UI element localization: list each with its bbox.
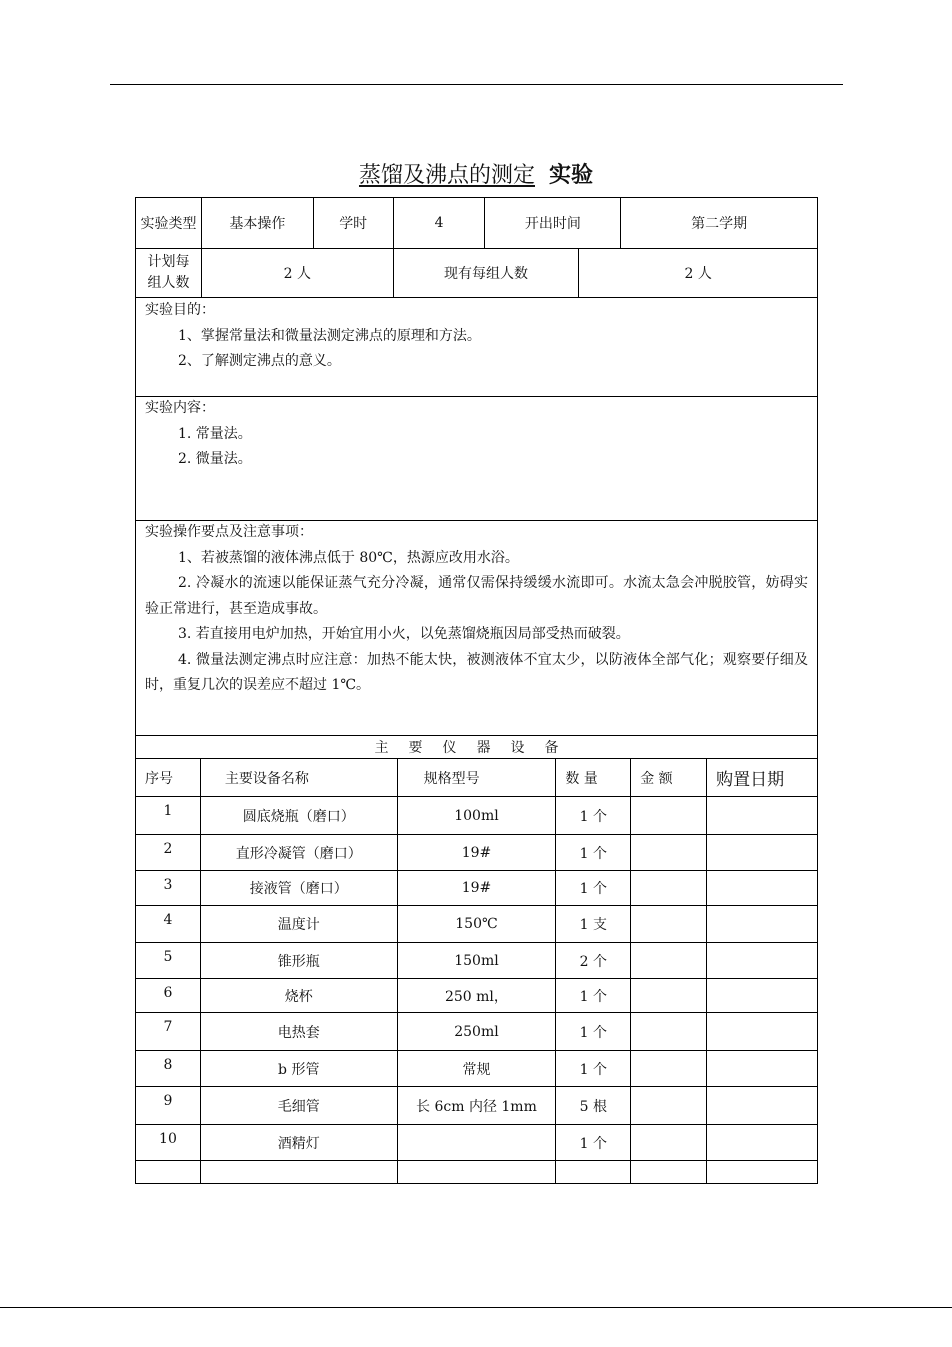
col-header-index: 序号 bbox=[136, 759, 201, 797]
current-label: 现有每组人数 bbox=[393, 249, 579, 298]
row-name bbox=[200, 1161, 397, 1184]
info-table bbox=[135, 197, 818, 298]
note-item: 1、若被蒸馏的液体沸点低于 80℃，热源应改用水浴。 bbox=[178, 549, 519, 566]
row-index: 5 bbox=[136, 943, 201, 979]
row-qty: 1 个 bbox=[556, 835, 631, 871]
row-date bbox=[707, 1051, 818, 1087]
row-index: 9 bbox=[136, 1087, 201, 1125]
table-row bbox=[136, 979, 818, 1013]
row-name: 直形冷凝管（磨口） bbox=[200, 835, 397, 871]
row-name: 电热套 bbox=[200, 1013, 397, 1051]
row-qty: 1 支 bbox=[556, 906, 631, 943]
col-header-date: 购置日期 bbox=[707, 759, 818, 797]
note-item: 3. 若直接用电炉加热，开始宜用小火，以免蒸馏烧瓶因局部受热而破裂。 bbox=[178, 626, 630, 642]
purpose-line: 2、了解测定沸点的意义。 bbox=[178, 353, 341, 369]
row-qty: 1 个 bbox=[556, 1051, 631, 1087]
equipment-banner: 主要仪器设备 bbox=[136, 736, 818, 759]
table-row bbox=[136, 835, 818, 871]
row-amount bbox=[631, 943, 707, 979]
row-date bbox=[707, 1161, 818, 1184]
table-row bbox=[136, 1051, 818, 1087]
row-name: 圆底烧瓶（磨口） bbox=[200, 797, 397, 835]
content-line: 2. 微量法。 bbox=[178, 451, 252, 467]
plan-value: 2 人 bbox=[201, 249, 393, 298]
row-amount bbox=[631, 1013, 707, 1051]
row-index: 8 bbox=[136, 1051, 201, 1087]
row-index: 10 bbox=[136, 1125, 201, 1161]
equipment-rows bbox=[136, 797, 818, 1184]
row-spec: 150ml bbox=[397, 943, 556, 979]
row-name: 锥形瓶 bbox=[200, 943, 397, 979]
row-date bbox=[707, 835, 818, 871]
table-row bbox=[136, 797, 818, 835]
row-amount bbox=[631, 1161, 707, 1184]
current-value: 2 人 bbox=[579, 249, 818, 298]
row-qty: 2 个 bbox=[556, 943, 631, 979]
row-name: b 形管 bbox=[200, 1051, 397, 1087]
row-index: 2 bbox=[136, 835, 201, 871]
row-amount bbox=[631, 906, 707, 943]
purpose-section bbox=[135, 298, 818, 397]
row-index: 4 bbox=[136, 906, 201, 943]
row-index: 6 bbox=[136, 979, 201, 1013]
row-amount bbox=[631, 1125, 707, 1161]
row-date bbox=[707, 979, 818, 1013]
row-date bbox=[707, 871, 818, 906]
table-row bbox=[136, 1087, 818, 1125]
row-spec bbox=[397, 1161, 556, 1184]
content-heading: 实验内容： bbox=[145, 400, 215, 416]
row-name: 酒精灯 bbox=[200, 1125, 397, 1161]
row-qty: 1 个 bbox=[556, 1125, 631, 1161]
table-row bbox=[136, 871, 818, 906]
table-row bbox=[136, 943, 818, 979]
row-date bbox=[707, 1013, 818, 1051]
notes-heading: 实验操作要点及注意事项： bbox=[145, 524, 313, 540]
row-spec: 长 6cm 内径 1mm bbox=[397, 1087, 556, 1125]
purpose-heading: 实验目的： bbox=[145, 302, 215, 318]
table-row bbox=[136, 1161, 818, 1184]
row-amount bbox=[631, 1051, 707, 1087]
experiment-name: 蒸馏及沸点的测定 bbox=[358, 163, 535, 188]
row-qty: 1 个 bbox=[556, 797, 631, 835]
row-date bbox=[707, 1087, 818, 1125]
row-name: 接液管（磨口） bbox=[200, 871, 397, 906]
row-spec: 19# bbox=[397, 871, 556, 906]
col-header-name: 主要设备名称 bbox=[200, 759, 397, 797]
header-rule bbox=[110, 84, 843, 85]
table-row bbox=[136, 1013, 818, 1051]
time-label: 开出时间 bbox=[485, 198, 621, 249]
row-qty bbox=[556, 1161, 631, 1184]
col-header-spec: 规格型号 bbox=[397, 759, 556, 797]
footer-rule bbox=[0, 1307, 952, 1308]
row-amount bbox=[631, 797, 707, 835]
row-name: 烧杯 bbox=[200, 979, 397, 1013]
plan-label: 计划每组人数 bbox=[136, 249, 202, 298]
row-index: 3 bbox=[136, 871, 201, 906]
row-spec: 150℃ bbox=[397, 906, 556, 943]
row-amount bbox=[631, 1087, 707, 1125]
notes-section bbox=[135, 520, 818, 736]
row-date bbox=[707, 943, 818, 979]
row-spec: 100ml bbox=[397, 797, 556, 835]
row-date bbox=[707, 906, 818, 943]
row-index: 7 bbox=[136, 1013, 201, 1051]
equipment-table bbox=[135, 735, 818, 1184]
hours-label: 学时 bbox=[313, 198, 393, 249]
row-amount bbox=[631, 871, 707, 906]
row-date bbox=[707, 797, 818, 835]
row-qty: 1 个 bbox=[556, 1013, 631, 1051]
row-qty: 5 根 bbox=[556, 1087, 631, 1125]
row-name: 温度计 bbox=[200, 906, 397, 943]
row-amount bbox=[631, 835, 707, 871]
row-index: 1 bbox=[136, 797, 201, 835]
row-spec: 19# bbox=[397, 835, 556, 871]
note-item: 2. 冷凝水的流速以能保证蒸气充分冷凝，通常仅需保持缓缓水流即可。水流太急会冲脱胶管，妨碍实验正常进行，甚至造成事故。 bbox=[145, 575, 808, 617]
row-qty: 1 个 bbox=[556, 979, 631, 1013]
table-row bbox=[136, 906, 818, 943]
note-item: 4. 微量法测定沸点时应注意：加热不能太快，被测液体不宜太少，以防液体全部气化；观察要仔细及时，重复几次的误差应不超过 1℃。 bbox=[145, 651, 808, 693]
document-title bbox=[0, 158, 952, 189]
row-spec: 常规 bbox=[397, 1051, 556, 1087]
row-index bbox=[136, 1161, 201, 1184]
table-row bbox=[136, 1125, 818, 1161]
row-date bbox=[707, 1125, 818, 1161]
content-line: 1. 常量法。 bbox=[178, 425, 252, 442]
col-header-amount: 金 额 bbox=[631, 759, 707, 797]
row-spec: 250ml bbox=[397, 1013, 556, 1051]
row-qty: 1 个 bbox=[556, 871, 631, 906]
row-spec bbox=[397, 1125, 556, 1161]
col-header-qty: 数 量 bbox=[556, 759, 631, 797]
content-section bbox=[135, 396, 818, 521]
hours-value: 4 bbox=[393, 198, 485, 249]
row-spec: 250 ml， bbox=[397, 979, 556, 1013]
title-suffix: 实验 bbox=[549, 163, 594, 188]
type-label: 实验类型 bbox=[136, 198, 202, 249]
row-name: 毛细管 bbox=[200, 1087, 397, 1125]
time-value: 第二学期 bbox=[621, 198, 818, 249]
row-amount bbox=[631, 979, 707, 1013]
type-value: 基本操作 bbox=[201, 198, 313, 249]
purpose-line: 1、掌握常量法和微量法测定沸点的原理和方法。 bbox=[178, 327, 481, 344]
